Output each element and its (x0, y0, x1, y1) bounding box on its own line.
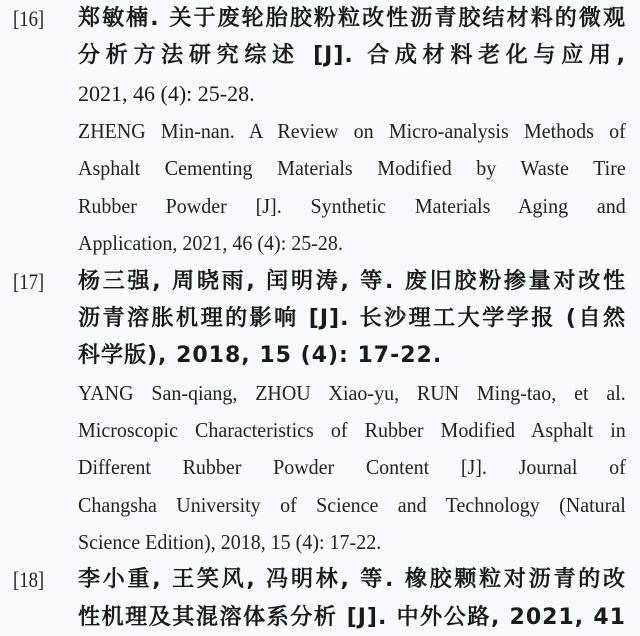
reference-en-line: YANG San-qiang, ZHOU Xiao-yu, RUN Ming-tao, et al. (78, 381, 626, 405)
reference-en-line: Asphalt Cementing Materials Modified by Waste Tire (78, 156, 626, 180)
reference-cn-line: 分析方法研究综述 [J]. 合成材料老化与应用, (78, 43, 626, 68)
reference-cn-line: 李小重, 王笑风, 冯明林, 等. 橡胶颗粒对沥青的改 (78, 567, 626, 592)
reference-cn-line: 2021, 46 (4): 25-28. (78, 81, 255, 106)
reference-cn-line: 杨三强, 周晓雨, 闰明涛, 等. 废旧胶粉掺量对改性 (78, 269, 626, 294)
reference-en-line: Application, 2021, 46 (4): 25-28. (78, 231, 343, 255)
reference-cn-line: 沥青溶胀机理的影响 [J]. 长沙理工大学学报 (自然 (78, 306, 626, 331)
reference-number: [18] (13, 567, 45, 592)
reference-en-line: Science Edition), 2018, 15 (4): 17-22. (78, 530, 382, 554)
reference-number: [16] (13, 6, 45, 31)
reference-en-line: Microscopic Characteristics of Rubber Modified Asphalt in (78, 418, 626, 442)
reference-cn-line: 郑敏楠. 关于废轮胎胶粉粒改性沥青胶结材料的微观 (78, 6, 626, 31)
reference-en-line: Different Rubber Powder Content [J]. Journal of (78, 455, 626, 479)
reference-cn-line: 性机理及其混溶体系分析 [J]. 中外公路, 2021, 41 (78, 605, 626, 630)
reference-number: [17] (13, 269, 45, 294)
reference-en-line: Changsha University of Science and Technology (Natural (78, 493, 626, 517)
reference-cn-line: 科学版), 2018, 15 (4): 17-22. (78, 343, 443, 368)
reference-en-line: Rubber Powder [J]. Synthetic Materials Aging and (78, 194, 626, 218)
reference-en-line: ZHENG Min-nan. A Review on Micro-analysis Methods of (78, 119, 626, 143)
